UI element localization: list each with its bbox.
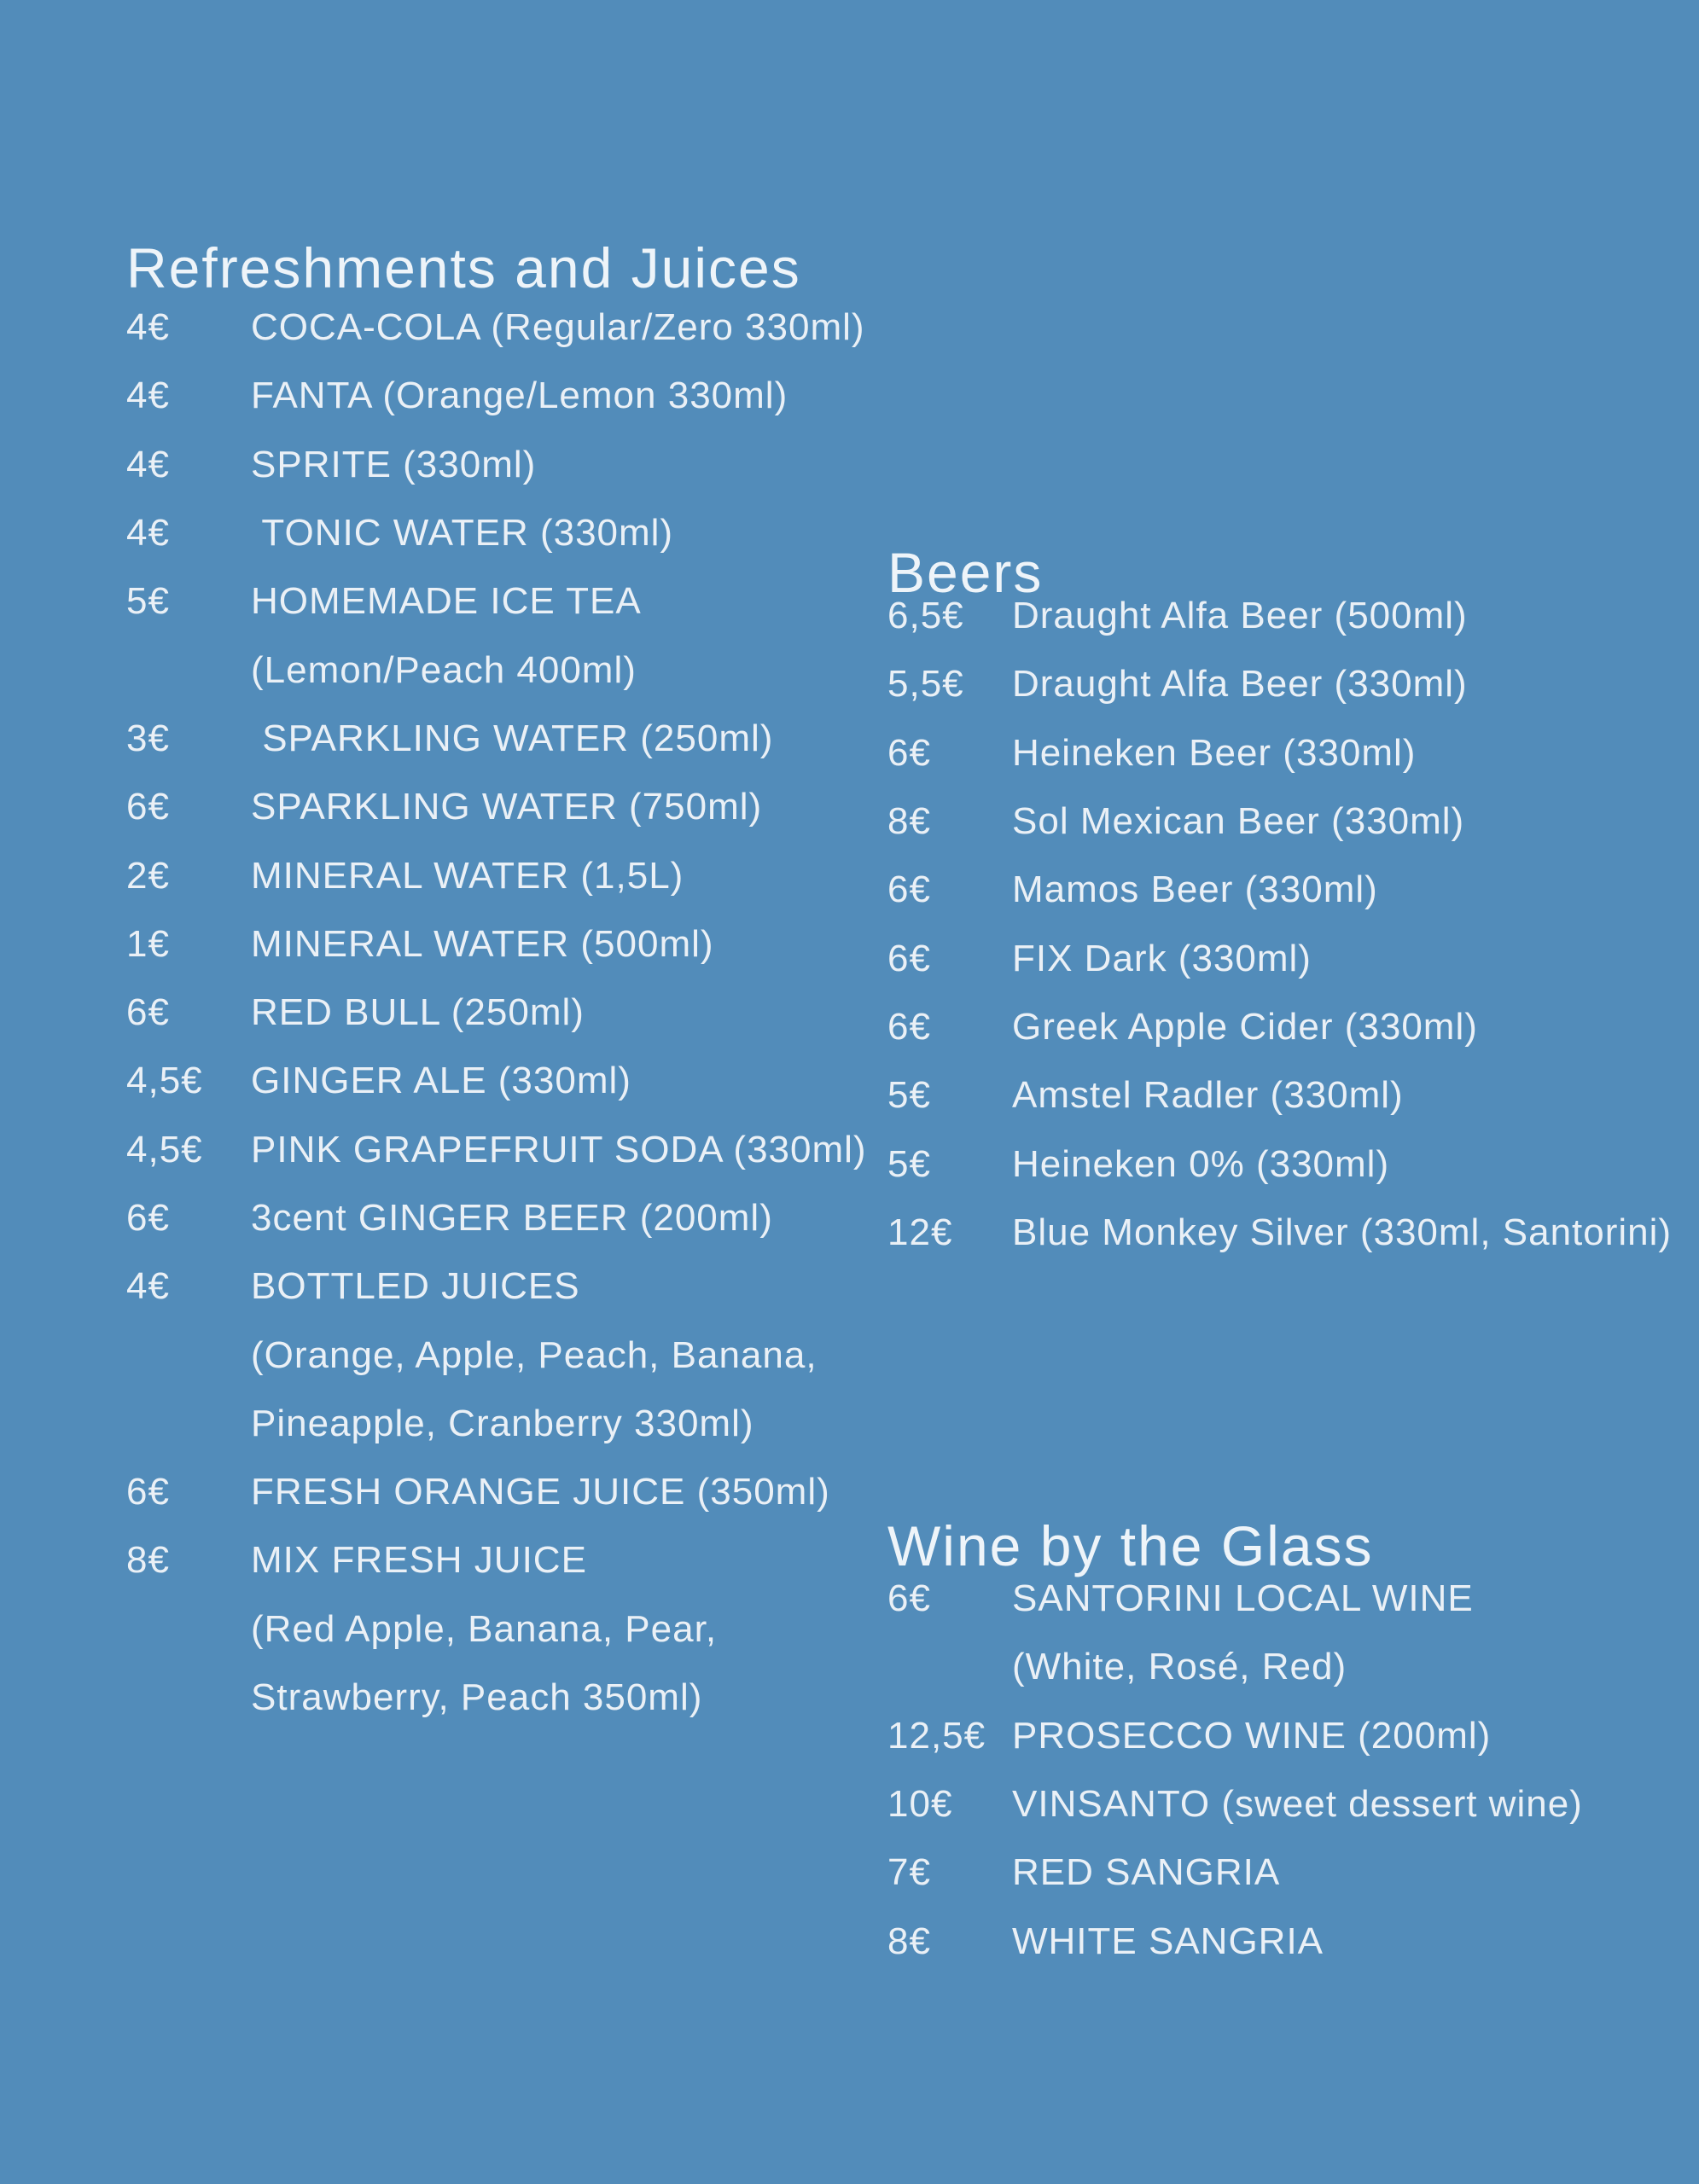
menu-item-row (887, 993, 1698, 1061)
item-label: MINERAL WATER (500ml) (251, 922, 714, 965)
item-price: 4€ (126, 443, 170, 485)
menu-item-row (887, 924, 1698, 992)
item-price: 4€ (126, 512, 170, 555)
menu-item-row (887, 856, 1698, 924)
item-price: 6€ (887, 1005, 931, 1048)
item-label: MINERAL WATER (1,5L) (251, 854, 684, 897)
item-price: 4€ (126, 306, 170, 349)
item-price: 12,5€ (887, 1714, 986, 1757)
menu-item-row (126, 910, 894, 979)
item-price: 6€ (126, 1471, 170, 1513)
item-price: 5,5€ (887, 663, 964, 706)
item-price: 8€ (887, 800, 931, 843)
item-label: (Lemon/Peach 400ml) (251, 648, 637, 691)
wine-item-list (887, 1565, 1698, 1976)
item-price: 4€ (126, 375, 170, 417)
item-label: SPARKLING WATER (750ml) (251, 786, 763, 828)
item-price: 6€ (887, 1577, 931, 1620)
menu-item-row (126, 1458, 894, 1526)
menu-item-row (126, 1047, 894, 1115)
menu-item-row (887, 582, 1698, 650)
menu-item-row (126, 1526, 894, 1594)
beers-item-list (887, 582, 1698, 1267)
item-label: Blue Monkey Silver (330ml, Santorini) (1012, 1211, 1673, 1253)
menu-item-row (887, 1565, 1698, 1633)
menu-item-row (887, 1770, 1698, 1838)
item-price: 6€ (887, 868, 931, 911)
item-price: 8€ (126, 1539, 170, 1582)
item-price: 6€ (126, 1197, 170, 1239)
item-label: Heineken Beer (330ml) (1012, 731, 1417, 774)
item-price: 12€ (887, 1211, 953, 1253)
menu-item-row (887, 1199, 1698, 1267)
item-price: 8€ (887, 1920, 931, 1962)
menu-item-row (887, 1838, 1698, 1907)
menu-item-row (126, 1595, 894, 1664)
item-label: FIX Dark (330ml) (1012, 937, 1312, 979)
item-price: 5€ (126, 580, 170, 623)
item-label: Sol Mexican Beer (330ml) (1012, 800, 1465, 843)
item-label: Greek Apple Cider (330ml) (1012, 1005, 1478, 1048)
item-label: SPRITE (330ml) (251, 443, 537, 485)
item-label: Mamos Beer (330ml) (1012, 868, 1378, 911)
item-label: Heineken 0% (330ml) (1012, 1142, 1390, 1185)
item-label: FANTA (Orange/Lemon 330ml) (251, 375, 788, 417)
menu-item-row (887, 719, 1698, 787)
item-label: Amstel Radler (330ml) (1012, 1074, 1404, 1117)
menu-item-row (126, 1252, 894, 1321)
item-price: 6€ (887, 937, 931, 979)
menu-item-row (126, 499, 894, 567)
item-label: COCA-COLA (Regular/Zero 330ml) (251, 306, 865, 349)
section-title-refreshments: Refreshments and Juices (126, 236, 801, 300)
item-price: 2€ (126, 854, 170, 897)
item-price: 5€ (887, 1074, 931, 1117)
item-label: HOMEMADE ICE TEA (251, 580, 642, 623)
menu-item-row (126, 293, 894, 362)
item-label: Pineapple, Cranberry 330ml) (251, 1402, 754, 1444)
item-label: (Orange, Apple, Peach, Banana, (251, 1333, 817, 1376)
item-price: 6,5€ (887, 595, 964, 637)
item-label: RED SANGRIA (1012, 1851, 1281, 1894)
item-label: SANTORINI LOCAL WINE (1012, 1577, 1474, 1620)
menu-item-row (126, 773, 894, 841)
menu-item-row (887, 1061, 1698, 1130)
item-price: 3€ (126, 717, 170, 759)
menu-item-row (126, 1664, 894, 1732)
menu-item-row (887, 650, 1698, 718)
menu-item-row (887, 1130, 1698, 1198)
menu-item-row (126, 431, 894, 499)
item-label: MIX FRESH JUICE (251, 1539, 587, 1582)
item-label: (Red Apple, Banana, Pear, (251, 1607, 718, 1650)
item-label: GINGER ALE (330ml) (251, 1060, 631, 1102)
item-label: Draught Alfa Beer (500ml) (1012, 595, 1468, 637)
item-label: PROSECCO WINE (200ml) (1012, 1714, 1492, 1757)
item-label: Draught Alfa Beer (330ml) (1012, 663, 1468, 706)
item-price: 4,5€ (126, 1060, 203, 1102)
refreshments-item-list (126, 293, 894, 1732)
item-label: (White, Rosé, Red) (1012, 1646, 1347, 1688)
item-price: 7€ (887, 1851, 931, 1894)
menu-item-row (887, 1633, 1698, 1701)
item-label: RED BULL (250ml) (251, 991, 585, 1034)
section-title-wine: Wine by the Glass (887, 1514, 1374, 1578)
item-label: VINSANTO (sweet dessert wine) (1012, 1783, 1583, 1826)
menu-item-row (887, 787, 1698, 856)
item-price: 1€ (126, 922, 170, 965)
menu-item-row (126, 362, 894, 430)
menu-item-row (126, 841, 894, 909)
menu-item-row (126, 1184, 894, 1252)
item-price: 6€ (887, 731, 931, 774)
item-price: 6€ (126, 991, 170, 1034)
menu-item-row (126, 636, 894, 704)
item-label: BOTTLED JUICES (251, 1265, 580, 1308)
menu-item-row (126, 1321, 894, 1389)
menu-item-row (126, 567, 894, 636)
item-label: Strawberry, Peach 350ml) (251, 1676, 703, 1719)
item-label: PINK GRAPEFRUIT SODA (330ml) (251, 1128, 867, 1170)
item-price: 6€ (126, 786, 170, 828)
item-price: 4,5€ (126, 1128, 203, 1170)
menu-item-row (126, 1390, 894, 1458)
item-label: 3cent GINGER BEER (200ml) (251, 1197, 773, 1239)
item-label: FRESH ORANGE JUICE (350ml) (251, 1471, 830, 1513)
section-title-beers: Beers (887, 541, 1044, 605)
item-label: SPARKLING WATER (250ml) (251, 717, 774, 759)
menu-item-row (126, 1116, 894, 1184)
item-price: 5€ (887, 1142, 931, 1185)
menu-item-row (887, 1702, 1698, 1770)
item-label: TONIC WATER (330ml) (251, 512, 674, 555)
menu-item-row (887, 1907, 1698, 1975)
menu-item-row (126, 705, 894, 773)
item-label: WHITE SANGRIA (1012, 1920, 1324, 1962)
item-price: 10€ (887, 1783, 953, 1826)
menu-item-row (126, 979, 894, 1047)
item-price: 4€ (126, 1265, 170, 1308)
